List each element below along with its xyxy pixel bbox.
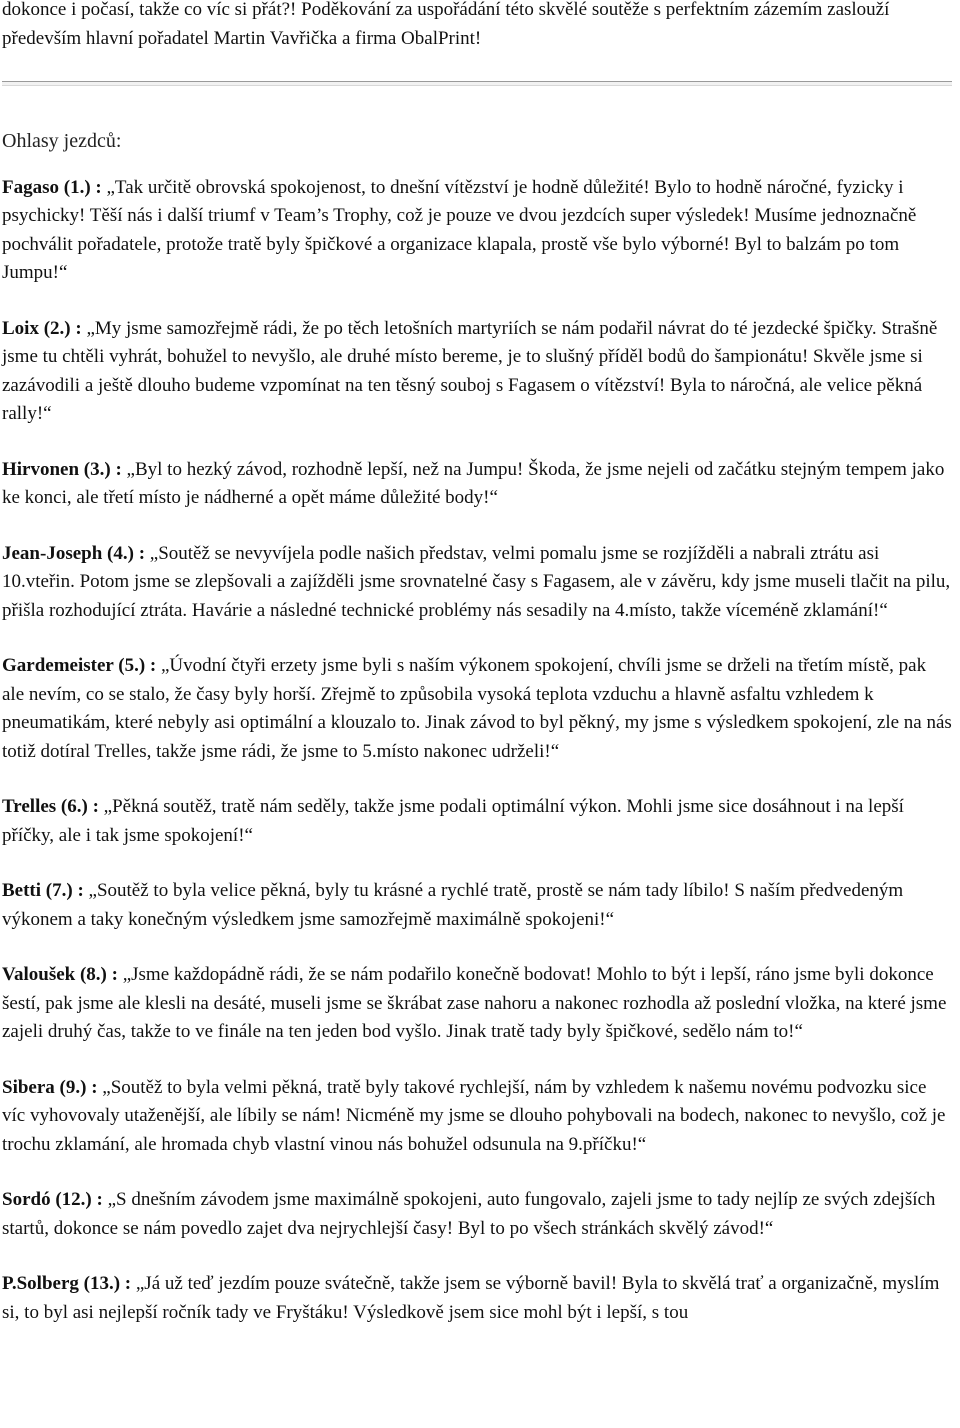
quote-text: „Pěkná soutěž, tratě nám seděly, takže jsme podali optimální výkon. Mohli jsme sice dosáhnout i na lepší příčky, ale i tak jsme spokojení!“ [2,796,904,846]
driver-name: Sibera (9.) [2,1076,87,1098]
separator: : [145,655,161,676]
quote-paragraph [2,877,952,934]
quote-paragraph [2,961,952,1047]
driver-quotes [2,174,952,1328]
quote-paragraph [2,1074,952,1160]
separator: : [72,880,89,901]
quote-paragraph [2,652,952,766]
section-heading: Ohlasy jezdců: [2,130,122,152]
driver-name: Betti (7.) [2,880,73,901]
separator: : [106,964,123,985]
driver-name: Sordó (12.) [2,1189,92,1210]
quote-text: „Soutěž se nevyvíjela podle našich představ, velmi pomalu jsme se rozjížděli a nabrali ztrátu asi 10.vteřin. Potom jsme se zlepšovali a zajížděli jsme srovnatelné časy s Fagasem, ale v závěru, kdy jsme museli tlačit na pilu, přišla rozhodující ztráta. Havárie a následné technické problémy nás sesadily na 4.místo, takže víceméně zklamání!“ [2,542,951,621]
separator: : [70,317,87,339]
quote-text: „Jsme každopádně rádi, že se nám podařilo konečně bodovat! Mohlo to být i lepší, ráno jsme byli dokonce šestí, pak jsme ale klesli na desáté, museli jsme se škrábat zase nahoru a nakonec rozhodla až poslední vložka, na které jsme zajeli druhý čas, takže to ve finále na ten jeden bod vyšlo. Jinak tratě tady byly špičkové, sedělo nám to!“ [2,964,947,1042]
separator: : [87,796,104,817]
separator: : [133,542,150,564]
separator: : [91,1189,108,1210]
quote-paragraph [2,1270,952,1327]
horizontal-divider [2,81,952,86]
driver-name: P.Solberg (13.) [2,1273,121,1294]
quote-paragraph [2,1186,952,1243]
quote-paragraph [2,315,952,429]
document-page [2,0,952,1354]
quote-text: „Úvodní čtyři erzety jsme byli s naším výkonem spokojení, chvíli jsme se drželi na třetím místě, pak ale nevím, co se stalo, že časy byly horší. Zřejmě to způsobila vysoká teplota vzduchu a hlavně asfaltu vzhledem k pneumatikám, které nebyly asi optimální a klouzalo to. Jinak závod to byl pěkný, my jsme s výsledkem spokojení, zle na nás totiž dotíral Trelles, takže jsme rádi, že jsme to 5.místo nakonec udrželi!“ [2,655,952,762]
quote-text: „Byl to hezký závod, rozhodně lepší, než na Jumpu! Škoda, že jsme nejeli od začátku stejným tempem jako ke konci, ale třetí místo je nádherné a opět máme důležité body!“ [2,458,945,508]
quote-paragraph [2,540,952,626]
quote-paragraph [2,456,952,513]
driver-name: Trelles (6.) [2,796,88,817]
driver-name: Valoušek (8.) [2,964,107,985]
quote-text: „S dnešním závodem jsme maximálně spokojeni, auto fungovalo, zajeli jsme to tady nejlíp ze svých zdejších startů, dokonce se nám povedlo zajet dva nejrychlejší časy! Byl to po všech stránkách skvělý závod!“ [2,1189,936,1239]
driver-name: Hirvonen (3.) [2,458,111,480]
separator: : [120,1273,136,1294]
quote-text: „Já už teď jezdím pouze svátečně, takže jsem se výborně bavil! Byla to skvělá trať a organizačně, myslím si, to byl asi nejlepší ročník tady ve Fryštáku! Výsledkově jsem sice mohl být i lepší, s tou [2,1273,940,1323]
intro-paragraph: dokonce i počasí, takže co víc si přát?! Poděkování za uspořádání této skvělé soutěže s perfektním zázemím zaslouží především hlavní pořadatel Martin Vavřička a firma ObalPrint! [2,0,890,49]
quote-text: „Tak určitě obrovská spokojenost, to dnešní vítězství je hodně důležité! Bylo to hodně náročné, fyzicky i psychicky! Těší nás i další triumf v Team’s Trophy, což je pouze ve dvou jezdcích super výsledek! Musíme jednoznačně pochválit pořadatele, protože tratě byly špičkové a organizace klapala, prostě vše bylo výborné! Byl to balzám po tom Jumpu!“ [2,176,917,283]
driver-name: Loix (2.) [2,317,71,339]
separator: : [90,176,107,198]
quote-text: „My jsme samozřejmě rádi, že po těch letošních martyriích se nám podařil návrat do té jezdecké špičky. Strašně jsme tu chtěli vyhrát, bohužel to nevyšlo, ale druhé místo bereme, je to slušný příděl bodů do šampionátu! Skvěle jsme si zazávodili a ještě dlouho budeme vzpomínat na ten těsný souboj s Fagasem o vítězství! Byla to náročná, ale velice pěkná rally!“ [2,317,938,424]
quote-paragraph [2,174,952,288]
driver-name: Gardemeister (5.) [2,655,146,676]
quote-text: „Soutěž to byla velmi pěkná, tratě byly takové rychlejší, nám by vzhledem k našemu novému podvozku sice víc vyhovovaly utaženější, ale líbily se nám! Nicméně my jsme se dlouho pohybovali na bodech, nakonec to nevyšlo, což je trochu zklamání, ale hromada chyb vlastní vinou nás bohužel odsunula na 9.příčku!“ [2,1076,946,1155]
driver-name: Fagaso (1.) [2,176,91,198]
quote-text: „Soutěž to byla velice pěkná, byly tu krásné a rychlé tratě, prostě se nám tady líbilo! S naším předvedeným výkonem a taky konečným výsledkem jsme samozřejmě maximálně spokojeni!“ [2,880,904,930]
driver-name: Jean-Joseph (4.) [2,542,134,564]
separator: : [110,458,127,480]
quote-paragraph [2,793,952,850]
separator: : [86,1076,103,1098]
